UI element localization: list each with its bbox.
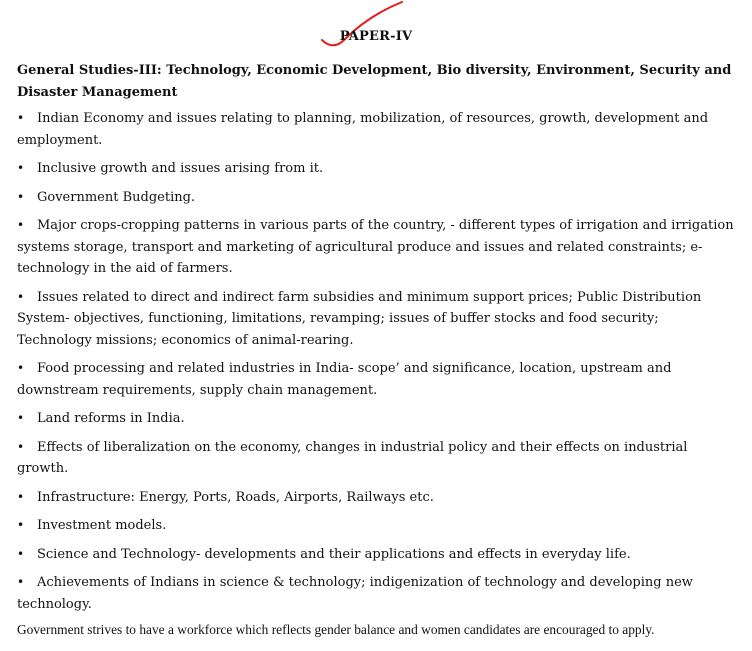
bullet-icon: • [17, 518, 25, 532]
bullet-icon: • [17, 575, 25, 589]
bullet-icon: • [17, 546, 25, 561]
list-item-text: Land reforms in India. [37, 411, 185, 426]
list-item [17, 187, 737, 209]
bullet-icon: • [17, 489, 25, 504]
list-item-text: Food processing and related industries in India- scope’ and significance, location, upstream and downstream requirements, supply chain management. [17, 361, 672, 398]
list-item [17, 215, 737, 280]
list-item-text: Science and Technology- developments and their applications and effects in everyday life. [37, 546, 631, 562]
bullet-icon: • [17, 439, 25, 454]
list-item [17, 437, 737, 480]
bullet-icon: • [17, 218, 25, 232]
list-item [17, 408, 737, 430]
bullet-icon: • [17, 361, 25, 375]
bullet-icon: • [17, 289, 25, 304]
list-item-text: Inclusive growth and issues arising from it. [37, 161, 324, 176]
footer-note: Government strives to have a workforce which reflects gender balance and women candidates are encouraged to apply. [17, 622, 655, 637]
list-item-text: Infrastructure: Energy, Ports, Roads, Airports, Railways etc. [37, 489, 434, 505]
bullet-icon: • [17, 189, 25, 204]
list-item [17, 108, 737, 151]
bullet-icon: • [17, 161, 25, 175]
list-item [17, 358, 737, 401]
list-item-text: Effects of liberalization on the economy, changes in industrial policy and their effects on industrial growth. [17, 439, 688, 476]
red-checkmark-icon [314, 0, 414, 56]
syllabus-list [17, 108, 737, 622]
list-item-text: Indian Economy and issues relating to planning, mobilization, of resources, growth, development and employment. [17, 111, 709, 148]
list-item-text: Achievements of Indians in science & technology; indigenization of technology and developing new technology. [17, 575, 693, 612]
list-item-text: Issues related to direct and indirect farm subsidies and minimum support prices; Public Distribution System- objectives, functioning, limitations, revamping; issues of buffer stocks and food security; Technology missions; economics of animal-rearing. [17, 289, 702, 348]
list-item-text: Government Budgeting. [37, 189, 196, 205]
bullet-icon: • [17, 111, 25, 125]
list-item [17, 287, 737, 352]
list-item-text: Investment models. [37, 518, 167, 533]
list-item [17, 515, 737, 537]
list-item [17, 487, 737, 509]
list-item [17, 544, 737, 566]
paper-title: PAPER-IV [339, 29, 413, 44]
section-heading: General Studies-III: Technology, Economic Development, Bio diversity, Environment, Security and Disaster Management [17, 63, 732, 100]
bullet-icon: • [17, 411, 25, 425]
list-item [17, 158, 737, 180]
list-item [17, 572, 737, 615]
list-item-text: Major crops-cropping patterns in various parts of the country, - different types of irrigation and irrigation systems storage, transport and marketing of agricultural produce and issues and related constraints; e-technology in the aid of farmers. [17, 218, 734, 276]
